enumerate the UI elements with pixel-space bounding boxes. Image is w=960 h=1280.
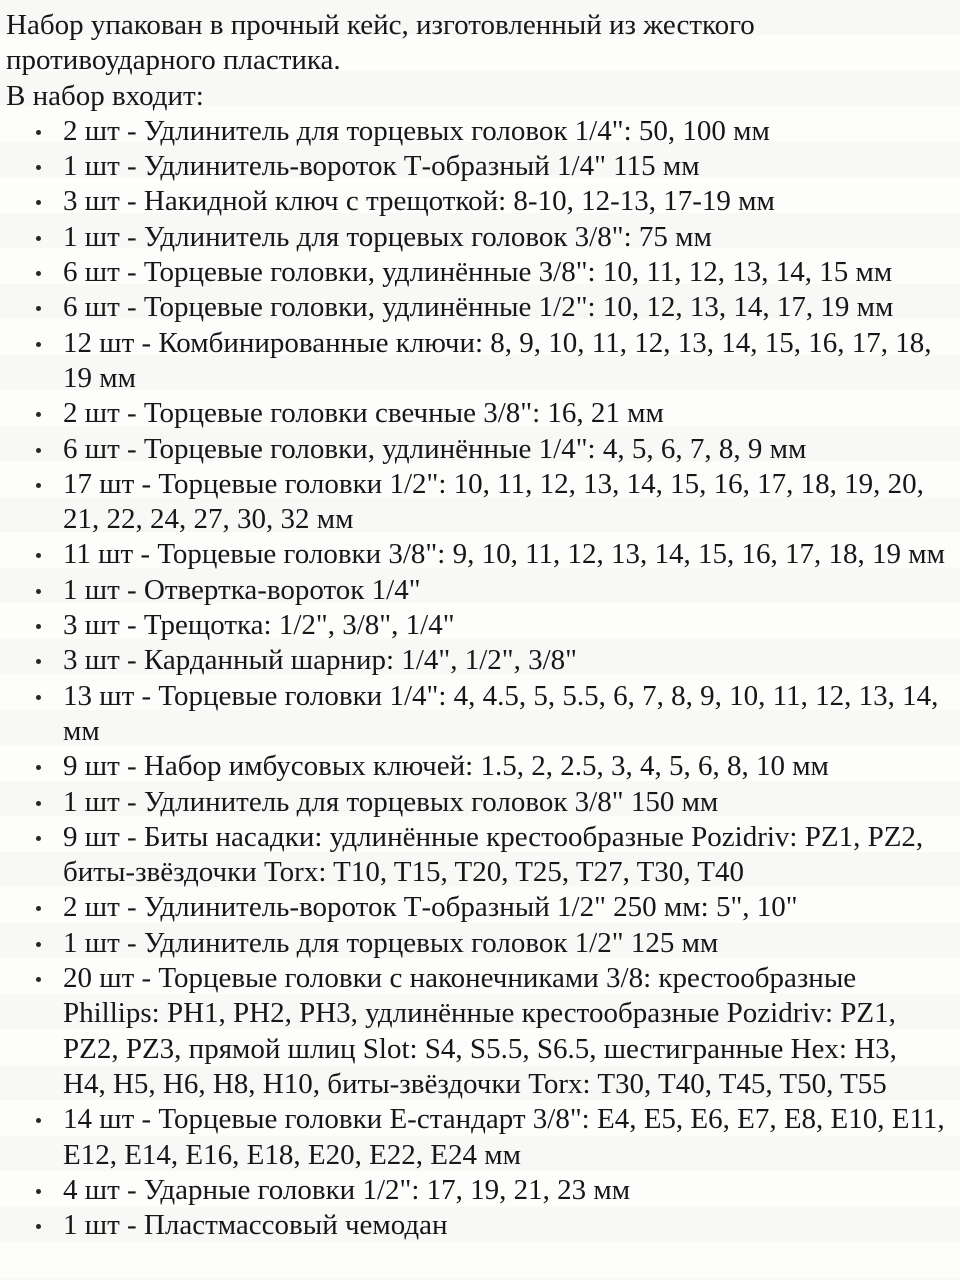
list-item: 1 шт - Удлинитель для торцевых головок 3/8": 75 мм <box>6 220 946 255</box>
list-item: 12 шт - Комбинированные ключи: 8, 9, 10, 11, 12, 13, 14, 15, 16, 17, 18, 19 мм <box>6 326 946 397</box>
list-item: 20 шт - Торцевые головки с наконечниками 3/8: крестообразные Phillips: PH1, PH2, PH3, удлинённые крестообразные Pozidriv: PZ1, PZ2, PZ3, прямой шлиц Slot: S4, S5.5, S6.5, шестигранные Hex: H3, H4, H5, H6, H8, H10, биты-звёздочки Torx: T30, T40, T45, T50, T55 <box>6 961 946 1102</box>
list-item: 3 шт - Карданный шарнир: 1/4", 1/2", 3/8" <box>6 643 946 678</box>
contents-list <box>6 114 946 1244</box>
list-item: 3 шт - Накидной ключ с трещоткой: 8-10, 12-13, 17-19 мм <box>6 184 946 219</box>
list-item: 14 шт - Торцевые головки Е-стандарт 3/8": E4, E5, E6, E7, E8, E10, E11, E12, E14, E16, E18, E20, E22, E24 мм <box>6 1102 946 1173</box>
list-item: 1 шт - Пластмассовый чемодан <box>6 1208 946 1243</box>
list-item: 2 шт - Удлинитель для торцевых головок 1/4": 50, 100 мм <box>6 114 946 149</box>
list-item: 6 шт - Торцевые головки, удлинённые 3/8": 10, 11, 12, 13, 14, 15 мм <box>6 255 946 290</box>
list-item: 1 шт - Удлинитель для торцевых головок 3/8" 150 мм <box>6 785 946 820</box>
list-heading: В набор входит: <box>6 79 204 112</box>
list-item: 6 шт - Торцевые головки, удлинённые 1/2": 10, 12, 13, 14, 17, 19 мм <box>6 290 946 325</box>
intro-paragraph: Набор упакован в прочный кейс, изготовленный из жесткого противоударного пластика. <box>6 9 755 77</box>
list-item: 1 шт - Удлинитель для торцевых головок 1/2" 125 мм <box>6 926 946 961</box>
list-item: 3 шт - Трещотка: 1/2", 3/8", 1/4" <box>6 608 946 643</box>
list-item: 13 шт - Торцевые головки 1/4": 4, 4.5, 5, 5.5, 6, 7, 8, 9, 10, 11, 12, 13, 14, мм <box>6 679 946 750</box>
list-item: 4 шт - Ударные головки 1/2": 17, 19, 21, 23 мм <box>6 1173 946 1208</box>
list-item: 9 шт - Набор имбусовых ключей: 1.5, 2, 2.5, 3, 4, 5, 6, 8, 10 мм <box>6 749 946 784</box>
list-item: 2 шт - Торцевые головки свечные 3/8": 16, 21 мм <box>6 396 946 431</box>
list-item: 9 шт - Биты насадки: удлинённые крестообразные Pozidriv: PZ1, PZ2, биты-звёздочки Torx: T10, T15, T20, T25, T27, T30, T40 <box>6 820 946 891</box>
list-item: 6 шт - Торцевые головки, удлинённые 1/4": 4, 5, 6, 7, 8, 9 мм <box>6 432 946 467</box>
list-item: 11 шт - Торцевые головки 3/8": 9, 10, 11, 12, 13, 14, 15, 16, 17, 18, 19 мм <box>6 537 946 572</box>
list-item: 1 шт - Удлинитель-вороток Т-образный 1/4" 115 мм <box>6 149 946 184</box>
list-item: 1 шт - Отвертка-вороток 1/4" <box>6 573 946 608</box>
list-item: 17 шт - Торцевые головки 1/2": 10, 11, 12, 13, 14, 15, 16, 17, 18, 19, 20, 21, 22, 24, 27, 30, 32 мм <box>6 467 946 538</box>
list-item: 2 шт - Удлинитель-вороток Т-образный 1/2" 250 мм: 5", 10" <box>6 890 946 925</box>
